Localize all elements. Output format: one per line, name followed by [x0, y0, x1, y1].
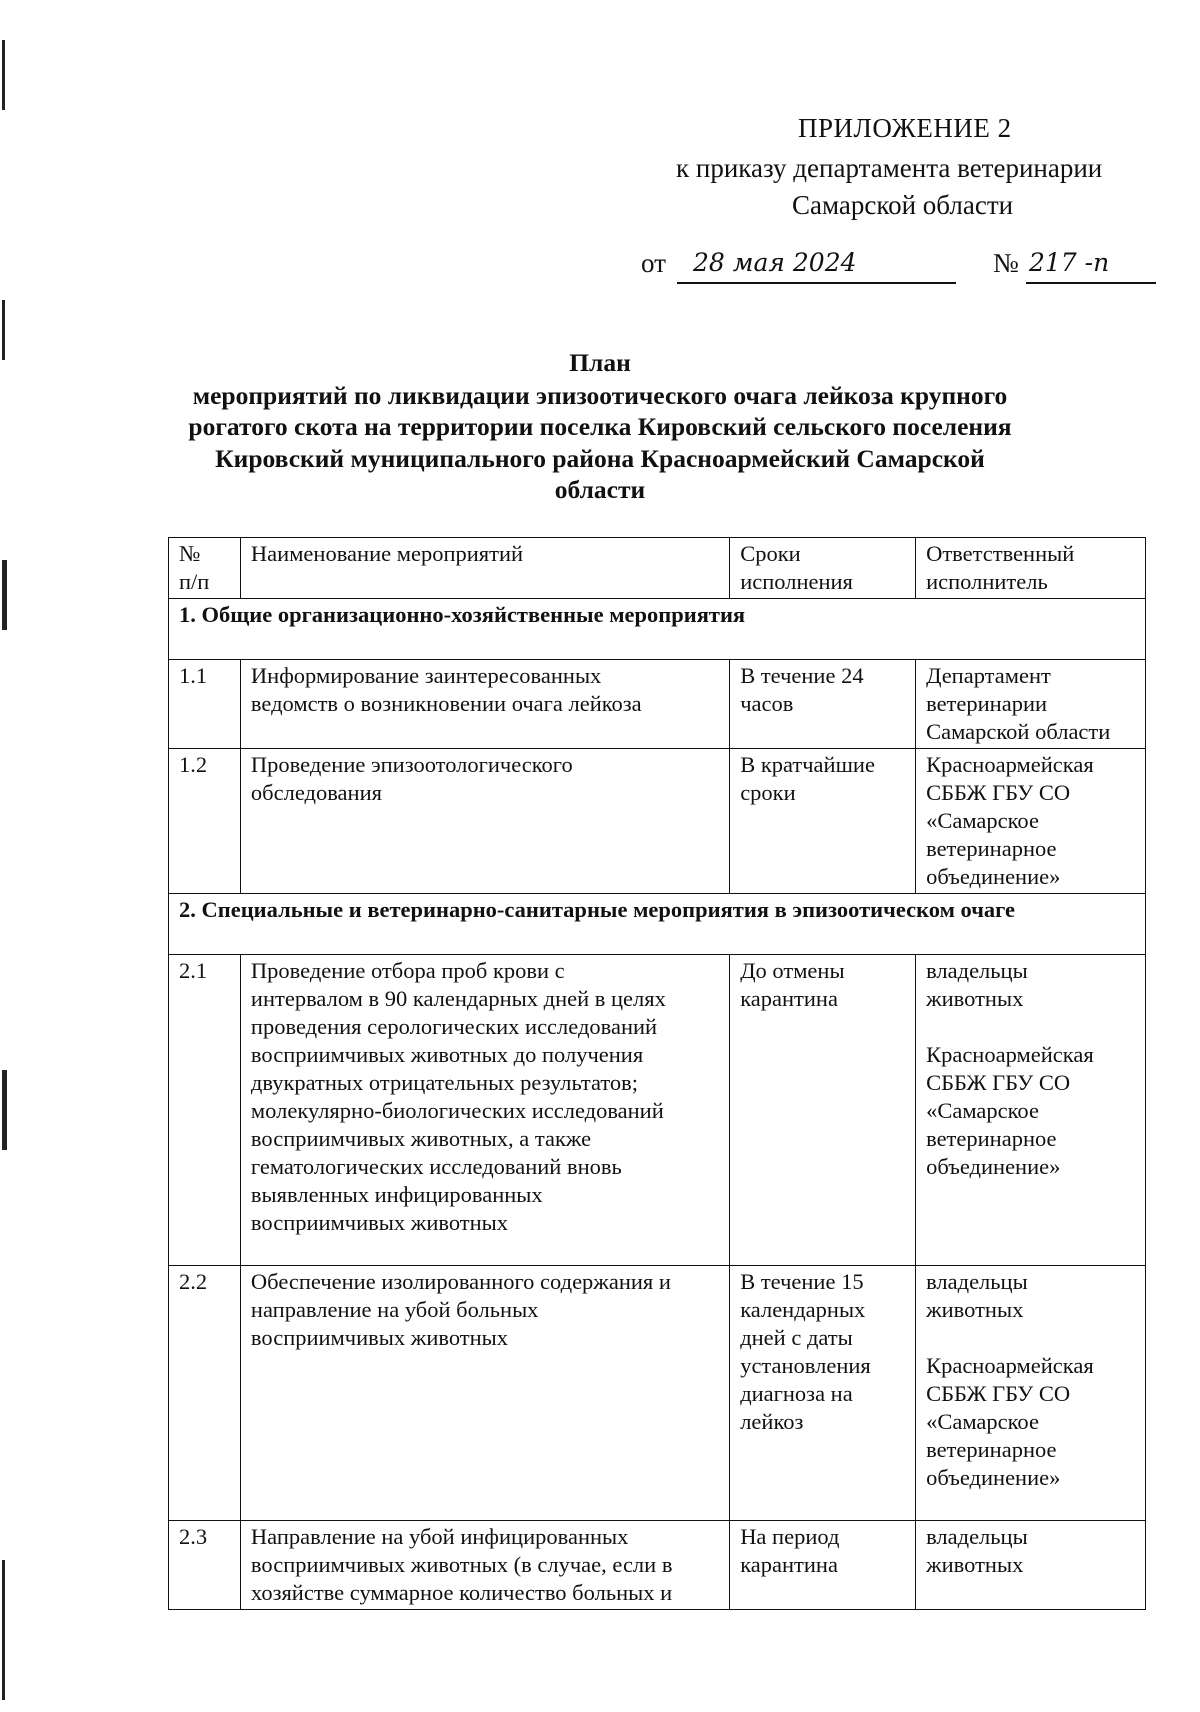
handwritten-date: 28 мая 2024	[693, 248, 857, 277]
text-line: объединение»	[926, 1465, 1061, 1490]
header-terms	[730, 538, 916, 599]
plan-subtitle-line: области	[554, 475, 646, 504]
text-line: Направление на убой инфицированных	[250, 1524, 629, 1549]
text-line: СББЖ ГБУ СО	[926, 1381, 1071, 1406]
text-line: карантина	[740, 1552, 838, 1577]
row-name	[240, 955, 729, 1266]
scan-edge-artifact	[0, 0, 14, 1712]
text-line: восприимчивых животных до получения	[250, 1042, 644, 1067]
text-line: СББЖ ГБУ СО	[926, 780, 1071, 805]
text-line: владельцы	[926, 1269, 1028, 1294]
text-line: двукратных отрицательных результатов;	[250, 1070, 639, 1095]
row-terms	[730, 955, 916, 1266]
section-row	[169, 599, 1146, 660]
text-line: владельцы	[926, 958, 1028, 983]
text-line: В кратчайшие	[740, 752, 875, 777]
text-line: объединение»	[926, 864, 1061, 889]
row-num: 2.3	[169, 1521, 241, 1610]
text-line: ведомств о возникновении очага лейкоза	[250, 691, 642, 716]
row-terms	[730, 660, 916, 749]
text-line: диагноза на	[740, 1381, 853, 1406]
text-line: гематологических исследований вновь	[250, 1154, 622, 1179]
header-name: Наименование мероприятий	[240, 538, 729, 599]
row-responsible	[916, 1521, 1146, 1610]
text-line: выявленных инфицированных	[250, 1182, 543, 1207]
header-responsible	[916, 538, 1146, 599]
row-num: 1.1	[169, 660, 241, 749]
section-row	[169, 894, 1146, 955]
plan-subtitle-line: рогатого скота на территории поселка Кировский сельского поселения	[188, 412, 1012, 441]
row-responsible	[916, 660, 1146, 749]
text-line: В течение 24	[740, 663, 864, 688]
text-line: проведения серологических исследований	[250, 1014, 658, 1039]
date-prefix: от	[641, 248, 666, 278]
row-num: 2.2	[169, 1266, 241, 1521]
text-line: животных	[926, 1297, 1024, 1322]
table-row	[169, 1521, 1146, 1610]
spacer	[926, 1013, 1135, 1041]
text-line: восприимчивых животных	[250, 1210, 509, 1235]
text-line: дней с даты	[740, 1325, 853, 1350]
text-line: животных	[926, 986, 1024, 1011]
plan-heading	[150, 347, 1050, 506]
text-line: ветеринарии	[926, 691, 1048, 716]
text-line: СББЖ ГБУ СО	[926, 1070, 1071, 1095]
text-line: ветеринарное	[926, 836, 1057, 861]
section-1-title: 1. Общие организационно-хозяйственные мероприятия	[169, 599, 1146, 660]
text-line: календарных	[740, 1297, 866, 1322]
text-line: восприимчивых животных, а также	[250, 1126, 592, 1151]
row-name	[240, 660, 729, 749]
row-name	[240, 749, 729, 894]
appendix-region-line: Самарской области	[792, 190, 1014, 220]
text-line: В течение 15	[740, 1269, 864, 1294]
row-responsible	[916, 955, 1146, 1266]
row-terms	[730, 1266, 916, 1521]
plan-title: План	[569, 348, 631, 377]
plan-subtitle-line: Кировский муниципального района Красноармейский Самарской	[215, 443, 985, 473]
text-line: Красноармейская	[926, 1042, 1094, 1067]
text-line: Самарской области	[926, 719, 1111, 744]
text-line: На период	[740, 1524, 840, 1549]
header-num-line: №	[179, 541, 201, 566]
text-line: обследования	[250, 780, 382, 805]
row-name	[240, 1521, 729, 1610]
plan-table	[168, 537, 1146, 1610]
text-line: восприимчивых животных	[250, 1325, 509, 1350]
row-num: 1.2	[169, 749, 241, 894]
text-line: ветеринарное	[926, 1437, 1057, 1462]
section-2-title: 2. Специальные и ветеринарно-санитарные мероприятия в эпизоотическом очаге	[169, 894, 1146, 955]
table-row	[169, 1266, 1146, 1521]
text-line: интервалом в 90 календарных дней в целях	[250, 986, 666, 1011]
text-line: Информирование заинтересованных	[250, 663, 602, 688]
text-line: Красноармейская	[926, 752, 1094, 777]
text-line: «Самарское	[926, 1098, 1039, 1123]
appendix-order-line: к приказу департамента ветеринарии	[676, 153, 1103, 183]
handwritten-number: 217 -п	[1029, 248, 1110, 277]
table-row	[169, 955, 1146, 1266]
text-line: установления	[740, 1353, 871, 1378]
order-date-number	[641, 248, 1161, 288]
appendix-title: ПРИЛОЖЕНИЕ 2	[798, 113, 1012, 143]
text-line: сроки	[740, 780, 796, 805]
text-line: карантина	[740, 986, 838, 1011]
text-line: Красноармейская	[926, 1353, 1094, 1378]
text-line: «Самарское	[926, 808, 1039, 833]
row-name	[240, 1266, 729, 1521]
text-line: Департамент	[926, 663, 1051, 688]
text-line: молекулярно-биологических исследований	[250, 1098, 664, 1123]
plan-subtitle-line: мероприятий по ликвидации эпизоотического очага лейкоза крупного	[192, 380, 1008, 410]
text-line: Обеспечение изолированного содержания и	[250, 1269, 671, 1294]
text-line: ветеринарное	[926, 1126, 1057, 1151]
header-num-line: п/п	[179, 569, 210, 594]
row-num: 2.1	[169, 955, 241, 1266]
row-terms	[730, 749, 916, 894]
text-line: восприимчивых животных (в случае, если в	[250, 1552, 673, 1577]
row-responsible	[916, 749, 1146, 894]
text-line: Проведение эпизоотологического	[250, 752, 573, 777]
text-line: хозяйстве суммарное количество больных и	[250, 1580, 673, 1605]
header-terms-line: Сроки	[740, 541, 801, 566]
header-resp-line: исполнитель	[926, 569, 1048, 594]
number-prefix: №	[993, 248, 1019, 278]
row-responsible	[916, 1266, 1146, 1521]
header-resp-line: Ответственный	[926, 541, 1075, 566]
text-line: До отмены	[740, 958, 845, 983]
text-line: владельцы	[926, 1524, 1028, 1549]
table-row	[169, 749, 1146, 894]
text-line: лейкоз	[740, 1409, 804, 1434]
row-terms	[730, 1521, 916, 1610]
text-line: Проведение отбора проб крови с	[250, 958, 565, 983]
text-line: животных	[926, 1552, 1024, 1577]
header-num	[169, 538, 241, 599]
text-line: направление на убой больных	[250, 1297, 539, 1322]
table-row	[169, 660, 1146, 749]
text-line: часов	[740, 691, 794, 716]
text-line: «Самарское	[926, 1409, 1039, 1434]
text-line: объединение»	[926, 1154, 1061, 1179]
spacer	[926, 1324, 1135, 1352]
header-terms-line: исполнения	[740, 569, 853, 594]
table-header-row	[169, 538, 1146, 599]
